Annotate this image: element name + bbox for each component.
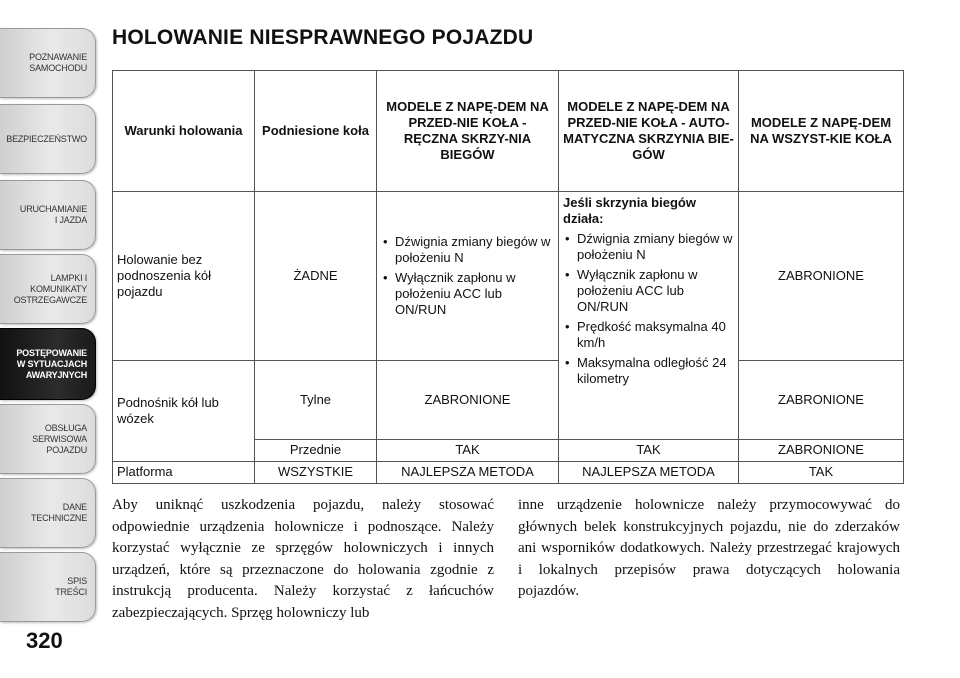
tab-poznawanie-samochodu[interactable] [0, 28, 96, 98]
fwd-auto-heading: Jeśli skrzynia biegów działa: [563, 194, 696, 226]
table-row [113, 361, 904, 440]
cell-condition: Podnośnik kół lub wózek [113, 361, 255, 462]
header-awd: MODELE Z NAPĘ-DEM NA WSZYST-KIE KOŁA [739, 71, 904, 192]
tab-label: SPIS TREŚCI [55, 576, 87, 597]
list-item: • Prędkość maksymalna 40 km/h [563, 319, 734, 351]
cell-raised: ŻADNE [255, 191, 377, 360]
header-raised-wheels: Podniesione koła [255, 71, 377, 192]
header-fwd-auto: MODELE Z NAPĘ-DEM NA PRZED-NIE KOŁA - AUTO-MATYCZNA SKRZYNIA BIE-GÓW [559, 71, 739, 192]
tab-bezpieczenstwo[interactable] [0, 104, 96, 174]
cell-raised-rear: Tylne [255, 361, 377, 440]
cell-fwd-manual-rear: ZABRONIONE [377, 361, 559, 440]
cell-fwd-manual-front: TAK [377, 439, 559, 461]
cell-fwd-auto-front: TAK [559, 439, 739, 461]
tab-uruchamianie-i-jazda[interactable] [0, 180, 96, 250]
tab-lampki-i-komunikaty[interactable] [0, 254, 96, 324]
list-item: • Maksymalna odległość 24 kilometry [563, 355, 734, 387]
table-header-row [113, 71, 904, 192]
cell-fwd-manual: NAJLEPSZA METODA [377, 461, 559, 483]
tab-label: OBSŁUGA SERWISOWA POJAZDU [32, 422, 87, 455]
body-paragraph-right: inne urządzenie holownicze należy przymocowywać do głównych belek konstrukcyjnych pojazdu, nie do zderzaków ani wsporników dodatkowych. Należy przestrzegać krajowych i lokalnych przepisów prawa dotyczących holowania pojazdów. [518, 497, 900, 599]
tab-postepowanie-w-sytuacjach-awaryjnych[interactable] [0, 328, 96, 400]
tab-label: POSTĘPOWANIE W SYTUACJACH AWARYJNYCH [16, 347, 87, 380]
section-tabs [0, 0, 100, 678]
header-conditions: Warunki holowania [113, 71, 255, 192]
cell-awd-rear: ZABRONIONE [739, 361, 904, 440]
tab-label: POZNAWANIE SAMOCHODU [29, 52, 87, 73]
tab-label: DANE TECHNICZNE [31, 502, 87, 523]
tab-dane-techniczne[interactable] [0, 478, 96, 548]
tab-label: LAMPKI I KOMUNIKATY OSTRZEGAWCZE [13, 272, 87, 305]
cell-raised: WSZYSTKIE [255, 461, 377, 483]
list-item: • Wyłącznik zapłonu w położeniu ACC lub ON/RUN [381, 270, 554, 318]
towing-table [112, 70, 904, 484]
tab-label: BEZPIECZEŃSTWO [6, 133, 87, 144]
cell-condition: Holowanie bez podnoszenia kół pojazdu [113, 191, 255, 360]
cell-condition: Platforma [113, 461, 255, 483]
cell-awd: TAK [739, 461, 904, 483]
table-row [113, 461, 904, 483]
page-title: HOLOWANIE NIESPRAWNEGO POJAZDU [112, 26, 534, 49]
bullet-list [563, 231, 734, 387]
cell-awd: ZABRONIONE [739, 191, 904, 360]
tab-label: URUCHAMIANIE I JAZDA [19, 204, 87, 225]
list-item: • Wyłącznik zapłonu w położeniu ACC lub ON/RUN [563, 267, 734, 315]
header-fwd-manual: MODELE Z NAPĘ-DEM NA PRZED-NIE KOŁA - RĘCZNA SKRZY-NIA BIEGÓW [377, 71, 559, 192]
table-row [113, 191, 904, 360]
cell-raised-front: Przednie [255, 439, 377, 461]
bullet-list [381, 234, 554, 318]
tab-obsluga-serwisowa[interactable] [0, 404, 96, 474]
list-item: • Dźwignia zmiany biegów w położeniu N [563, 231, 734, 263]
cell-awd-front: ZABRONIONE [739, 439, 904, 461]
page-number: 320 [26, 628, 63, 653]
list-item: • Dźwignia zmiany biegów w położeniu N [381, 234, 554, 266]
cell-fwd-manual [377, 191, 559, 360]
cell-fwd-auto: NAJLEPSZA METODA [559, 461, 739, 483]
cell-fwd-auto [559, 191, 739, 439]
body-paragraph-left: Aby uniknąć uszkodzenia pojazdu, należy stosować odpowiednie urządzenia holownicze i podnoszące. Należy korzystać wyłącznie ze sprzęgów holowniczych i innych urządzeń, które są przeznaczone do holowania zgodnie z instrukcją producenta. Należy korzystać z łańcuchów zabezpieczających. Sprzęg holowniczy lub [112, 497, 494, 621]
tab-spis-tresci[interactable] [0, 552, 96, 622]
